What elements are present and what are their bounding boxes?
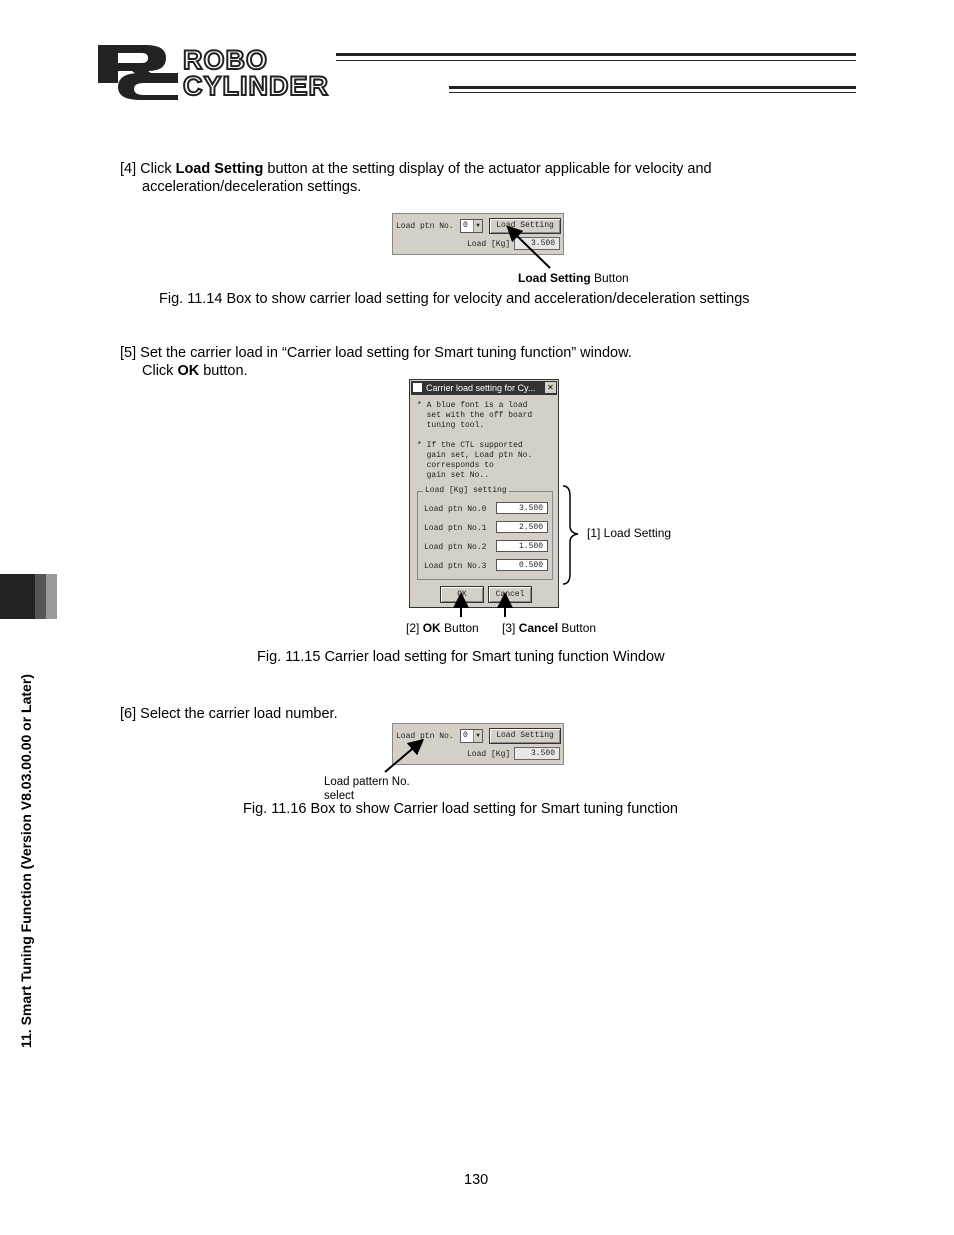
load-field-3[interactable]: 0.500 bbox=[496, 559, 548, 571]
chapter-tab-dark bbox=[0, 574, 35, 619]
fig1116-callout-line1: Load pattern No. bbox=[324, 776, 410, 788]
group-title: Load [Kg] setting bbox=[425, 486, 507, 495]
chevron-down-icon: ▼ bbox=[473, 730, 482, 742]
load-ptn-combo-value: 0 bbox=[463, 221, 468, 230]
load-setting-button[interactable]: Load Setting bbox=[489, 218, 561, 234]
callout-ok-bold: OK bbox=[422, 621, 441, 635]
step4-rest: button at the setting display of the actuator applicable for velocity and bbox=[263, 161, 712, 177]
chevron-down-icon: ▼ bbox=[473, 220, 482, 232]
step5-line2-bold: OK bbox=[177, 363, 200, 379]
callout-ok-prefix: [2] bbox=[406, 621, 423, 635]
fig1114-callout-rest: Button bbox=[590, 271, 629, 285]
callout-ok-rest: Button bbox=[440, 621, 479, 635]
cancel-button[interactable]: Cancel bbox=[488, 586, 532, 603]
fig1114-caption: Fig. 11.14 Box to show carrier load setting for velocity and acceleration/deceleration settings bbox=[159, 291, 750, 307]
load-field-1[interactable]: 2.500 bbox=[496, 521, 548, 533]
logo-word-robo: ROBO bbox=[183, 45, 268, 75]
load-ptn-combo-value-2: 0 bbox=[463, 731, 468, 740]
load-field-0[interactable]: 3.500 bbox=[496, 502, 548, 514]
load-value-field-2: 3.500 bbox=[514, 747, 560, 760]
step5-line2-prefix: Click bbox=[142, 363, 178, 379]
load-kg-label-2: Load [Kg] bbox=[467, 750, 511, 759]
arrow-to-combo bbox=[385, 744, 418, 772]
row-label-1: Load ptn No.1 bbox=[424, 524, 487, 533]
step5-line2-rest: button. bbox=[199, 363, 248, 379]
step4-bold: Load Setting bbox=[175, 161, 264, 177]
step5-line1: [5] Set the carrier load in “Carrier load setting for Smart tuning function” window. bbox=[120, 345, 632, 361]
fig1115-caption: Fig. 11.15 Carrier load setting for Smart tuning function Window bbox=[257, 649, 665, 665]
step4-line2: acceleration/deceleration settings. bbox=[142, 179, 362, 195]
load-kg-label: Load [Kg] bbox=[467, 240, 511, 249]
dialog-note-2: * If the CTL supported gain set, Load ptn No. corresponds to gain set No.. bbox=[417, 441, 533, 480]
callout-cancel-rest: Button bbox=[558, 621, 597, 635]
fig1116-callout-line2: select bbox=[324, 790, 355, 802]
callout-load-setting: [1] Load Setting bbox=[587, 526, 672, 540]
ok-button[interactable]: OK bbox=[440, 586, 484, 603]
chapter-side-title: 11. Smart Tuning Function (Version V8.03.00.00 or Later) bbox=[18, 674, 34, 1048]
step4-prefix: [4] Click bbox=[120, 161, 176, 177]
step6-text: [6] Select the carrier load number. bbox=[120, 706, 338, 722]
row-label-3: Load ptn No.3 bbox=[424, 562, 487, 571]
page-number: 130 bbox=[464, 1172, 489, 1188]
arrow-to-load-setting bbox=[512, 231, 550, 268]
fig1116-caption: Fig. 11.16 Box to show Carrier load setting for Smart tuning function bbox=[243, 801, 678, 817]
load-ptn-label: Load ptn No. bbox=[396, 222, 454, 231]
logo-word-cylinder: CYLINDER bbox=[183, 71, 330, 101]
callout-cancel-prefix: [3] bbox=[502, 621, 519, 635]
chapter-tab-light bbox=[46, 574, 57, 619]
chapter-tab-mid bbox=[35, 574, 46, 619]
load-field-2[interactable]: 1.500 bbox=[496, 540, 548, 552]
fig1114-callout-bold: Load Setting bbox=[518, 271, 591, 285]
load-ptn-label-2: Load ptn No. bbox=[396, 732, 454, 741]
callout-cancel-bold: Cancel bbox=[518, 621, 559, 635]
load-value-field: 3.500 bbox=[514, 237, 560, 250]
dialog-note-1: * A blue font is a load set with the off board tuning tool. bbox=[417, 401, 533, 430]
dialog-title: Carrier load setting for Cy... bbox=[426, 383, 536, 393]
row-label-0: Load ptn No.0 bbox=[424, 505, 487, 514]
load-setting-button-2[interactable]: Load Setting bbox=[489, 728, 561, 744]
brace-load-setting bbox=[563, 486, 578, 584]
close-icon[interactable]: ✕ bbox=[545, 382, 556, 393]
row-label-2: Load ptn No.2 bbox=[424, 543, 487, 552]
